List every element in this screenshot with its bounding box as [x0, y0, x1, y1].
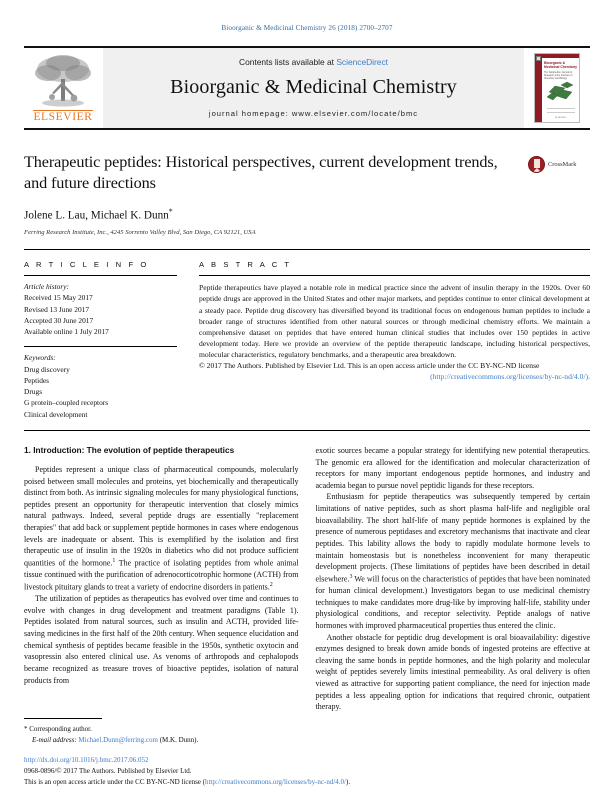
footnote-rule: [24, 718, 102, 719]
corresponding-author-note: [24, 724, 314, 735]
footnote-star-icon: *: [24, 725, 28, 734]
paragraph-3-text: exotic sources became a popular strategy for identifying new potential therapeutics. The genomic era allowed for the identification and molecular characterization of receptors for many important endogenous peptide hormones, and industry and academia began to pursue novel peptidic ligands for these receptors.: [315, 445, 590, 490]
abstract-column: [199, 260, 590, 420]
cover-topbar: [542, 54, 579, 58]
page-footnote: [24, 718, 351, 788]
paragraph-4-continued: We will focus on the characteristics of peptides that have been nominated for human clinical development.) Investigators began to use medicinal chemistry techniques to make candidates more drug-like by improving half-life, stability under physiological conditions, and receptor selectivity. Peptide analogs of native hormones with improved pharmaceutical properties thus entered the clinic.: [315, 574, 590, 630]
keyword-item: Drugs: [24, 387, 43, 397]
citation-ref-3[interactable]: 3: [349, 573, 353, 580]
abstract-body: Peptide therapeutics have played a notable role in medical practice since the advent of insulin therapy in the 1920s. Over 60 peptide drugs are approved in the United States and other major markets, and peptides continue to enter clinical development at a steady pace. Peptide drug discovery has diversified beyond its traditional focus on endogenous human peptides to include a broader range of structures identified from other natural sources or through medicinal chemistry efforts. We maintain a comprehensive dataset on peptides that have entered human clinical studies that includes over 150 peptides in active development today. Here we provide an overview of the peptide therapeutic landscape, including historical perspectives, molecular characteristics, regulatory benchmarks, and a therapeutic area breakdown.: [199, 283, 590, 360]
cover-corner-square: [536, 56, 541, 61]
citation-ref-2[interactable]: 2: [269, 581, 273, 588]
paragraph-4-text: Enthusiasm for peptide therapeutics was subsequently tempered by certain limitations of native peptides, such as short plasma half-life and negligible oral bioavailability. The short half-life of many peptide hormones is explained by the presence of numerous peptidases and excretory mechanisms that inactivate and clear peptides. This lability allows the body to rapidly modulate hormone levels to maintain homeostasis but is nonetheless inconvenient for many therapeutic development projects. (These limitations of peptides have been described in detail elsewhere.: [315, 492, 590, 584]
crossmark-badge[interactable]: [528, 152, 590, 173]
abstract-heading: A B S T R A C T: [199, 260, 292, 270]
paragraph-2: [24, 593, 299, 686]
paragraph-5-text: Another obstacle for peptidic drug development is oral bioavailability: digestive enzymes designed to break down amide bonds of ingested proteins are effective at cleaving the same bonds in peptide hormones, and the high polarity and molecular weight of peptides severely limits intestinal permeability. As oral delivery is often viewed as attractive for supporting patient compliance, the need for injection made peptides a less appealing option for indications that required chronic, outpatient therapy.: [315, 632, 590, 712]
article-history-label: Article history:: [24, 282, 69, 292]
keyword-item: Drug discovery: [24, 364, 70, 374]
email-label: E-mail address:: [32, 735, 77, 744]
info-abstract-section: [24, 250, 590, 420]
citation-ref-1[interactable]: 1: [112, 557, 116, 564]
history-received: Received 15 May 2017: [24, 293, 93, 303]
article-info-rule: [24, 275, 177, 276]
cover-molecule-art: [545, 80, 575, 104]
journal-masthead: [24, 46, 590, 130]
keyword-item: Peptides: [24, 375, 50, 385]
cover-image: [534, 53, 580, 123]
license-suffix: ).: [346, 778, 351, 787]
paragraph-1-text: Peptides represent a unique class of pharmaceutical compounds, molecularly poised between small molecules and proteins, yet biochemically and therapeutically distinct from both. As intrinsic signaling molecules for many physiological functions, peptides present an opportunity for therapeutic intervention that closely mimics natural pathways. Indeed, several peptide drugs are essentially "replacement therapies" that add back or supplement peptide hormones in cases where endogenous levels are inadequate or absent. This is exemplified by the isolation and first therapeutic use of insulin in the 1920s in diabetics who did not produce sufficient quantities of the hormone.: [24, 464, 299, 568]
paragraph-1-continued: The practice of isolating peptides from whole animal tissue continued with the purification of adrenocorticotrophic hormone (ACTH) from livestock pituitary glands to treat a variety of endocrine disorders in patients.: [24, 558, 299, 592]
email-link[interactable]: Michael.Dunn@ferring.com: [78, 735, 158, 744]
page-title: Therapeutic peptides: Historical perspectives, current development trends, and future directions: [24, 153, 498, 192]
crossmark-icon: [528, 156, 545, 173]
author-names: Jolene L. Lau, Michael K. Dunn: [24, 210, 169, 223]
paragraph-5: [316, 632, 591, 713]
abstract-text: [199, 282, 590, 382]
journal-banner: [102, 48, 524, 128]
paragraph-3: [316, 445, 591, 492]
title-block: [24, 152, 590, 236]
cover-spine: [535, 54, 542, 122]
elsevier-tree-icon: [32, 53, 94, 109]
section-heading-introduction: 1. Introduction: The evolution of peptide therapeutics: [24, 444, 235, 455]
author-list: [24, 207, 518, 222]
paragraph-2-text: The utilization of peptides as therapeutics has evolved over time and continues to evolve with changes in drug development and treatment paradigms (Table 1). Peptides isolated from natural sources, such as insulin and ACTH, provided life-saving medicines in the first half of the 20th century. When sequence elucidation and chemical synthesis of peptides became feasible in the 1950s, synthetic oxytocin and vasopressin also entered clinical use. As venoms of arthropods and cephalopods became recognized as treasure troves of bioactive peptides, isolation of natural products from: [24, 594, 299, 685]
email-note: [24, 735, 314, 746]
doi-link[interactable]: http://dx.doi.org/10.1016/j.bmc.2017.06.052: [24, 756, 149, 765]
license-line: [24, 777, 444, 788]
keyword-item: G protein–coupled receptors: [24, 398, 109, 408]
running-head: Bioorganic & Medicinal Chemistry 26 (2018) 2700–2707: [221, 24, 393, 32]
history-available-online: Available online 1 July 2017: [24, 327, 109, 337]
abstract-license-link[interactable]: (http://creativecommons.org/licenses/by-nc-nd/4.0/).: [430, 372, 590, 382]
paragraph-1: [24, 464, 299, 593]
article-info-column: [24, 260, 199, 420]
paragraph-4: [316, 491, 591, 631]
keywords-rule: [24, 346, 177, 347]
history-revised: Revised 13 June 2017: [24, 304, 90, 314]
abstract-rule: [199, 275, 590, 276]
history-accepted: Accepted 30 June 2017: [24, 315, 94, 325]
affiliation: Ferring Research Institute, Inc., 4245 Sorrento Valley Blvd, San Diego, CA 92121, USA: [24, 229, 256, 237]
keywords-list: [24, 352, 177, 420]
body-column-right: [316, 445, 591, 713]
info-spacer: [24, 337, 177, 346]
email-owner: (M.K. Dunn).: [159, 735, 199, 744]
cover-subtitle: The Tetrahedron Journal for Research at the Interface of Chemistry and Biology: [544, 72, 573, 80]
journal-cover-thumbnail: [524, 48, 590, 128]
cover-title: Bioorganic & Medicinal Chemistry: [544, 61, 577, 70]
elsevier-logo: [24, 48, 102, 128]
contents-prefix: Contents lists available at: [239, 57, 337, 67]
corresponding-author-marker: *: [168, 207, 173, 217]
article-body: [24, 445, 590, 713]
elsevier-wordmark: ELSEVIER: [33, 110, 93, 123]
keywords-label: Keywords:: [24, 353, 56, 363]
keyword-item: Clinical development: [24, 409, 88, 419]
cover-rule-1: [547, 108, 575, 109]
cover-rule-2: [547, 112, 575, 113]
license-url-link[interactable]: http://creativecommons.org/licenses/by-nc-nd/4.0/: [204, 778, 346, 787]
info-section-bottom-rule: [24, 430, 590, 431]
corresponding-author-text: Corresponding author.: [29, 725, 92, 734]
issn-copyright-line: 0968-0896/© 2017 The Authors. Published by Elsevier Ltd.: [24, 767, 192, 776]
article-history: [24, 281, 177, 337]
body-column-left: [24, 445, 299, 713]
journal-homepage[interactable]: journal homepage: www.elsevier.com/locate/bmc: [208, 109, 419, 118]
doi-block: [24, 755, 444, 788]
license-prefix: This is an open access article under the CC BY-NC-ND license (: [24, 778, 205, 787]
article-info-heading: A R T I C L E I N F O: [24, 260, 149, 270]
journal-title: Bioorganic & Medicinal Chemistry: [170, 76, 457, 98]
abstract-copyright: © 2017 The Authors. Published by Elsevier Ltd. This is an open access article under the CC BY-NC-ND license: [199, 361, 540, 371]
cover-footer: ELSEVIER: [555, 117, 566, 119]
sciencedirect-link[interactable]: ScienceDirect: [336, 57, 388, 67]
contents-available-line: [239, 57, 388, 67]
crossmark-label: CrossMark: [548, 161, 577, 168]
